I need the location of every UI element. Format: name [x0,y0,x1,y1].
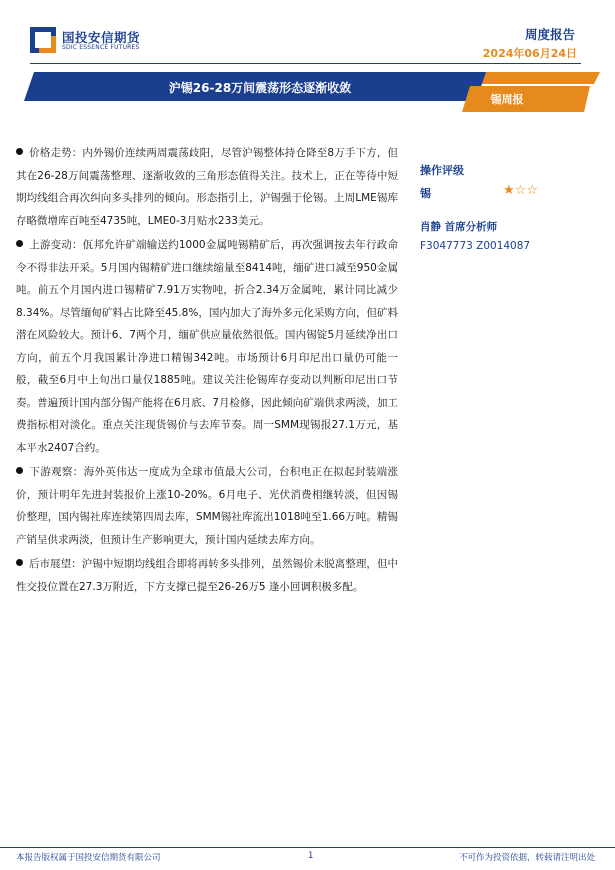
report-category-tag: 锡周报 [490,93,524,106]
rating-heading: 操作评级 [420,164,464,177]
paragraph-outlook: 后市展望：沪锡中短期均线组合即将再转多头排列，虽然锡价未脱离整理，但中性交投位置在27.3万附近，下方支撑已提至26-26万5 逢小回调积极多配。 [16,558,398,593]
logo-english-text: SDIC ESSENCE FUTURES [62,44,140,51]
report-body [16,142,398,600]
analyst-name: 肖静 首席分析师 [420,221,498,233]
bullet-icon [16,240,23,247]
star-empty-icon: ☆ [514,183,527,198]
paragraph-upstream: 上游变动：佤邦允许矿端输送约1000金属吨锡精矿后，再次强调按去年行政命令不得非法开采。5月国内锡精矿进口继续缩量至8414吨，缅矿进口减至950金属吨。前五个月国内进口锡精矿7.91万实物吨，折合2.34万金属吨，累计同比减少8.34%。尽管缅甸矿料占比降至45.8%，国内加大了海外多元化采购方向，但矿料潜在风险较大。预计6、7两个月，缅矿供应量依然很低。国内锡锭5月延续净出口方向，前五个月我国累计净进口精锡342吨。市场预计6月印尼出口量仍可能一般，截至6月中上旬出口量仅1885吨。建议关注伦锡库存变动以判断印尼出口节奏。普遍预计国内部分锡产能将在6月底、7月检修，因此倾向矿端供求两淡，加工费指标相对淡化。重点关注现货锡价与去库节奏。周一SMM现锡报27.1万元，基本平水2407合约。 [16,239,398,454]
star-empty-icon: ☆ [526,183,538,198]
logo-chinese-text: 国投安信期货 [62,30,141,45]
page-number: 1 [308,851,314,861]
paragraph-downstream: 下游观察：海外英伟达一度成为全球市值最大公司，台积电正在拟起封装端涨价，预计明年先进封装报价上涨10-20%。6月电子、光伏消费相继转淡，但因锡价整理，国内锡社库连续第四周去库，SMM锡社库流出1018吨至1.66万吨。精锡产销呈供求两淡，但预计生产影响更大，预计国内延续去库方向。 [16,466,398,546]
sidebar [420,162,590,252]
footer-copyright: 本报告版权属于国投安信期货有限公司 [16,853,161,863]
bullet-icon [16,467,23,474]
star-filled-icon: ★ [503,183,515,198]
rating-row [420,183,590,205]
paragraph-price-trend: 价格走势：内外锡价连续两周震荡歧阳，尽管沪锡整体持仓降至8万手下方，但其在26-28万间震荡整理、逐渐收敛的三角形态值得关注。技术上，正在等待中短期均线组合再次纠向多头排列的倾向。形态指引上，沪锡强于伦锡。上周LME锡库存略微增库百吨至4735吨，LME0-3月贴水233美元。 [16,147,398,227]
report-date: 2024年06月24日 [482,47,577,60]
bullet-icon [16,148,23,155]
report-title: 沪锡26-28万间震荡形态逐渐收敛 [168,81,352,95]
rating-product: 锡 [420,187,431,200]
rating-stars [503,183,538,198]
analyst-certificates: F3047773 Z0014087 [420,240,531,252]
bullet-icon [16,559,23,566]
footer-disclaimer: 不可作为投资依据，转载请注明出处 [458,853,595,863]
report-type: 周度报告 [524,27,575,42]
footer-divider [0,847,615,848]
